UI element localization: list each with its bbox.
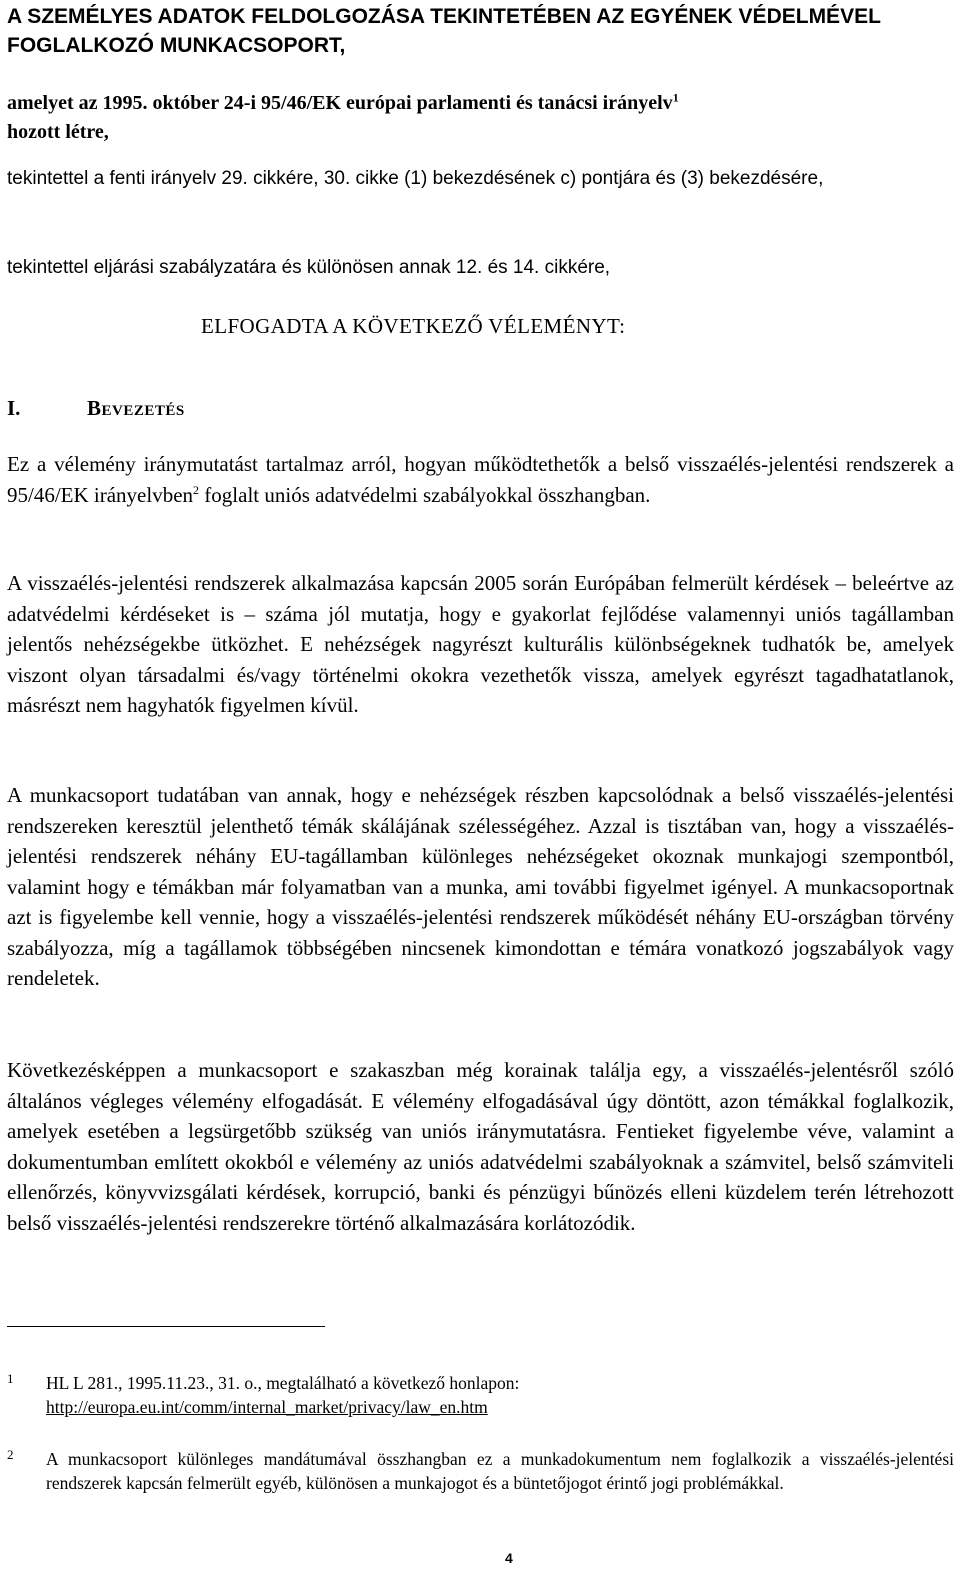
preamble-established-text: amelyet az 1995. október 24-i 95/46/EK európai parlamenti és tanácsi irányelv [7, 92, 673, 114]
page-number: 4 [505, 1550, 513, 1566]
preamble-considering-1: tekintettel a fenti irányelv 29. cikkére, 30. cikke (1) bekezdésének c) pontjára és (3) bekezdésére, [7, 168, 824, 189]
section-number: I. [7, 396, 21, 420]
footnote-2 [7, 1447, 954, 1495]
paragraph-2: A visszaélés-jelentési rendszerek alkalmazása kapcsán 2005 során Európában felmerült kérdések – beleértve az adatvédelmi kérdéseket is – száma jól mutatja, hogy e gyakorlat fejlődése valamennyi uniós tagállamban jelentős nehézségekbe ütközhet. E nehézségek nagyrészt kulturális különbségeknek tudhatók be, amelyek viszont olyan társadalmi és/vagy történelmi okokra vezethetők vissza, amelyek egyrészt tagadhatatlanok, másrészt nem hagyhatók figyelmen kívül. [7, 571, 954, 717]
paragraph-1-tail: foglalt uniós adatvédelmi szabályokkal összhangban. [199, 482, 651, 507]
paragraph-3: A munkacsoport tudatában van annak, hogy e nehézségek részben kapcsolódnak a belső visszaélés-jelentési rendszereken keresztül jelenthető témák skálájának szélességéhez. Azzal is tisztában van, hogy a visszaélés-jelentési rendszerek néhány EU-tagállamban különleges nehézségeket okoznak munkajogi szempontból, valamint hogy e témákban már folyamatban van a munka, ami további figyelmet igényel. A munkacsoportnak azt is figyelembe kell vennie, hogy a visszaélés-jelentési rendszerek működését néhány EU-országban törvény szabályozza, míg a tagállamok többségében nincsenek kimondottan e témára vonatkozó jogszabályok vagy rendeletek. [7, 783, 954, 990]
preamble-established-tail: hozott létre, [7, 121, 109, 143]
footnote-1-link[interactable]: http://europa.eu.int/comm/internal_market/privacy/law_en.htm [46, 1397, 488, 1417]
paragraph-1-text: Ez a vélemény iránymutatást tartalmaz arról, hogyan működtethetők a belső visszaélés-jelentési rendszerek a 95/46/EK irányelvben [7, 452, 954, 507]
paragraph-4: Következésképpen a munkacsoport e szakaszban még korainak találja egy, a visszaélés-jelentésről szóló általános végleges vélemény elfogadását. E vélemény elfogadásával úgy döntött, azon témákkal foglalkozik, amelyek esetében a legsürgetőbb szükség van uniós iránymutatásra. Fentieket figyelembe véve, valamint a dokumentumban említett okokból e vélemény az uniós adatvédelmi szabályoknak a számvitel, belső számviteli ellenőrzés, könyvvizsgálati kérdések, korrupció, banki és pénzügyi bűnözés elleni küzdelem terén létrehozott belső visszaélés-jelentési rendszerekre történő alkalmazására korlátozódik. [7, 1058, 954, 1235]
footnote-2-mark: 2 [7, 1447, 14, 1462]
footnote-1-mark: 1 [7, 1371, 14, 1386]
footnote-separator [7, 1326, 325, 1327]
footnote-1 [7, 1371, 954, 1419]
paragraph-1 [7, 449, 954, 510]
footnote-ref-2[interactable]: 2 [193, 482, 200, 497]
adopted-statement: ELFOGADTA A KÖVETKEZŐ VÉLEMÉNYT: [201, 314, 626, 338]
footnote-1-text: HL L 281., 1995.11.23., 31. o., megtalálható a következő honlapon: [46, 1373, 520, 1393]
footnote-ref-1[interactable]: 1 [672, 90, 679, 105]
section-heading [7, 394, 185, 423]
document-heading: A SZEMÉLYES ADATOK FELDOLGOZÁSA TEKINTETÉBEN AZ EGYÉNEK VÉDELMÉVEL FOGLALKOZÓ MUNKACSOPORT, [7, 5, 881, 57]
section-title: Bevezetés [87, 396, 185, 420]
footnote-2-text: A munkacsoport különleges mandátumával összhangban ez a munkadokumentum nem foglalkozik a visszaélés-jelentési rendszerek kapcsán felmerült egyéb, különösen a munkajogot és a büntetőjogot érintő jogi problémákkal. [46, 1449, 954, 1493]
preamble-considering-2: tekintettel eljárási szabályzatára és különösen annak 12. és 14. cikkére, [7, 257, 611, 278]
preamble-established [7, 89, 954, 147]
